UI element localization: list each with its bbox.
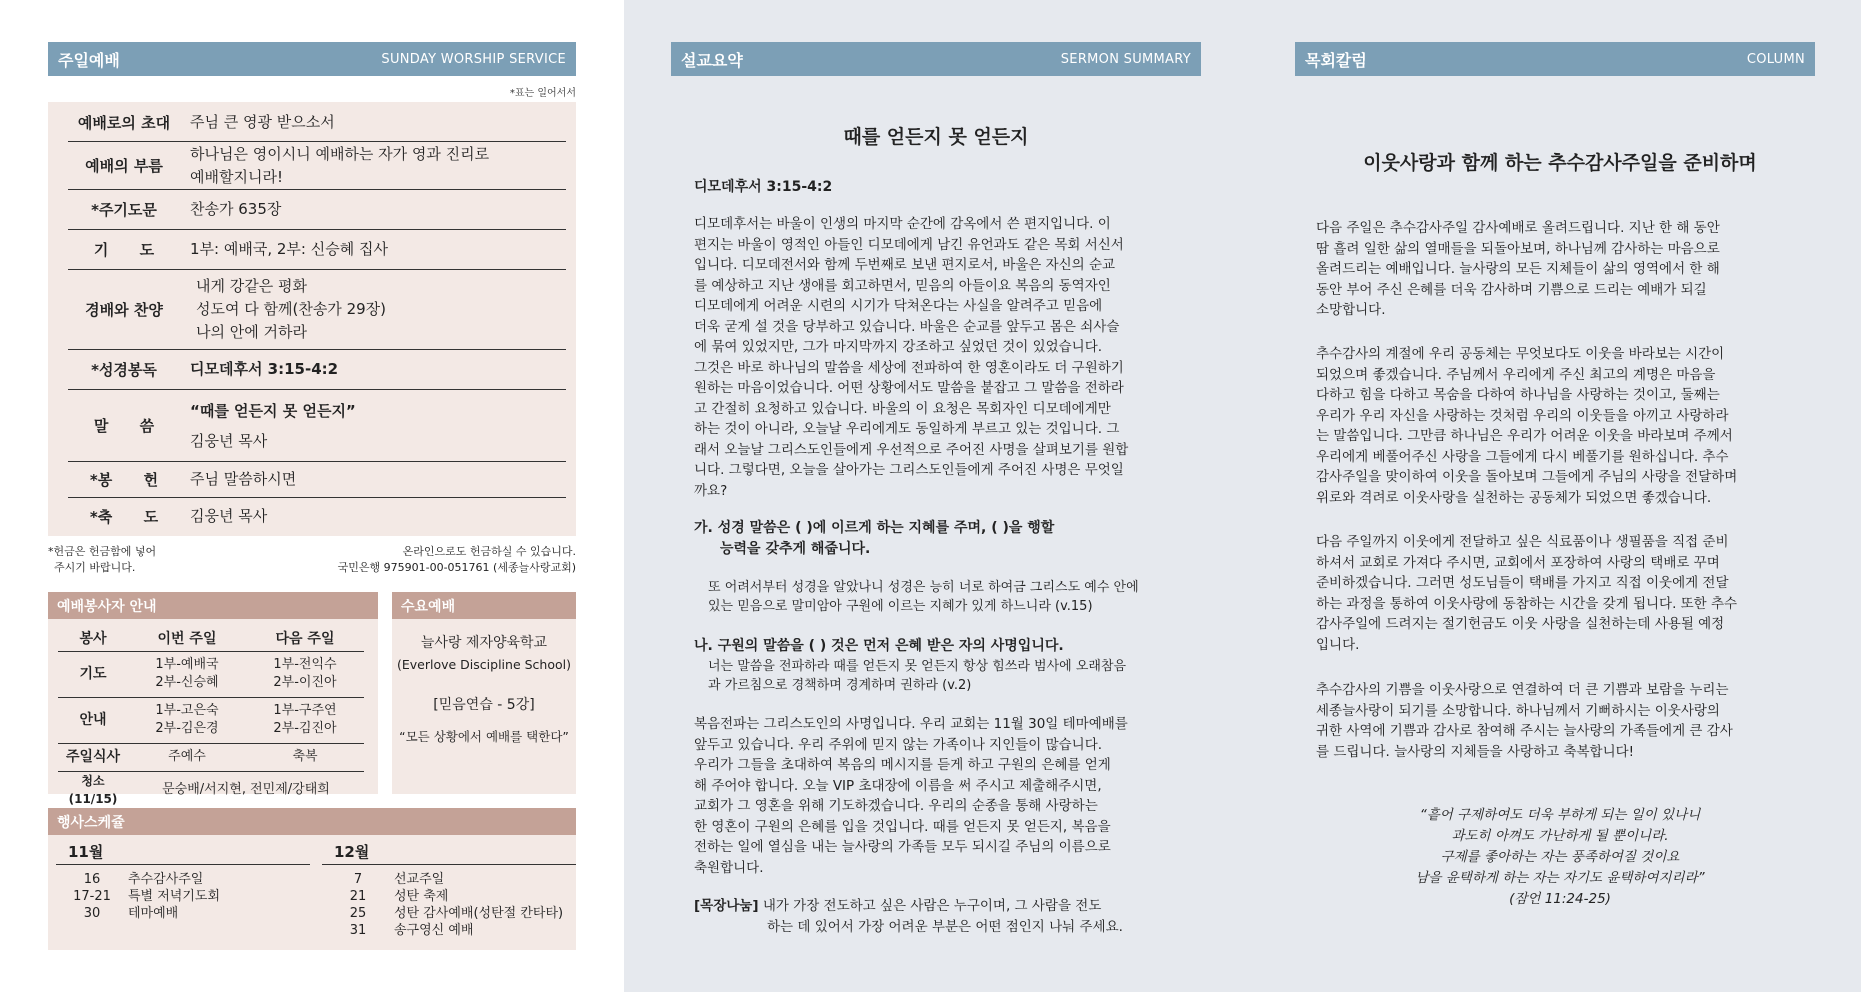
- order-label: *성경봉독: [91, 361, 157, 379]
- list-item: 30 테마예배: [83, 906, 179, 921]
- order-label: *축 도: [89, 507, 159, 526]
- order-label: 말 씀: [93, 417, 155, 435]
- order-row: [68, 230, 566, 270]
- table-row: 안내 1부-고은숙 2부-김은경 1부-구주연 2부-김진아: [58, 697, 364, 743]
- sermon-reference: 디모데후서 3:15-4:2: [694, 179, 833, 195]
- order-value: 내게 강같은 평화 성도여 다 함께(찬송가 29장) 나의 안에 거하라: [196, 277, 386, 341]
- wednesday-box: [392, 592, 576, 794]
- order-value: 1부: 예배국, 2부: 신승혜 집사: [190, 240, 388, 258]
- table-row: 주일식사 주예수 축복: [58, 743, 364, 771]
- order-value: 김웅년 목사: [190, 506, 268, 525]
- offering-note: *헌금은 헌금함에 넣어 주시기 바랍니다.: [48, 545, 157, 574]
- list-item: 31 송구영신 예배: [349, 923, 474, 938]
- table-row: 기도 1부-예배국 2부-신승혜 1부-전익수 2부-이진아: [58, 651, 364, 697]
- standing-note: *표는 일어서서: [509, 88, 576, 99]
- list-item: 21 성탄 축제: [349, 889, 449, 904]
- schedule-november: [56, 840, 310, 922]
- column-header-subtitle: COLUMN: [1746, 51, 1805, 67]
- order-row: [68, 142, 566, 190]
- sermon-verse-1: 또 어려서부터 성경을 알았나니 성경은 능히 너로 하여금 그리스도 예수 안에 있는 믿음으로 말미암아 구원에 이르는 지혜가 있게 하느니라 (v.15): [708, 580, 1139, 614]
- order-row: [68, 270, 566, 350]
- order-row: [68, 462, 566, 498]
- list-item: 17-21 특별 저녁기도회: [73, 889, 221, 904]
- wednesday-content: 늘사랑 제자양육학교 (Everlove Discipline School) [믿음연습 - 5강] “모든 상황에서 예배를 택한다”: [397, 635, 571, 744]
- list-item: 16 추수감사주일: [83, 872, 204, 887]
- worship-order: [48, 102, 576, 536]
- column-title: 이웃사랑과 함께 하는 추수감사주일을 준비하며: [1363, 152, 1757, 174]
- order-value: 디모데후서 3:15-4:2: [190, 360, 339, 378]
- worship-header-title: 주일예배: [58, 50, 120, 70]
- online-offering-info: 온라인으로도 헌금하실 수 있습니다. 국민은행 975901-00-051761 (세종늘사랑교회): [337, 545, 576, 574]
- schedule-box: [48, 808, 576, 950]
- order-label: *주기도문: [91, 201, 157, 219]
- wednesday-header: 수요예배: [392, 592, 576, 619]
- order-label: *봉 헌: [89, 471, 159, 489]
- order-row: [68, 498, 566, 534]
- order-value: 하나님은 영이시니 예배하는 자가 영과 진리로 예배할지니라!: [190, 144, 490, 186]
- scripture-quote: “흩어 구제하여도 더욱 부하게 되는 일이 있나니 과도히 아껴도 가난하게 될 뿐이니라. 구제를 좋아하는 자는 풍족하여질 것이요 남을 윤택하게 하는 자는 자기도 윤택하여지리라” (잠언 11:24-25): [1415, 807, 1705, 907]
- cell-sharing: [목장나눔] 내가 가장 전도하고 싶은 사람은 누구이며, 그 사람을 전도 하는 데 있어서 가장 어려운 부분은 어떤 점인지 나눠 주세요.: [694, 898, 1123, 935]
- servants-header: 예배봉사자 안내: [48, 592, 378, 619]
- column-paragraph: 추수감사의 기쁨을 이웃사랑으로 연결하여 더 큰 기쁨과 보람을 누리는 세종늘사랑이 되기를 소망합니다. 하나님께서 기뻐하시는 이웃사랑의 귀한 사역에 기쁨과 감사로 참여해 주시는 늘사랑의 가족들에게 큰 감사 를 드립니다. 늘사랑의 지체들을 사랑하고 축복합니다!: [1316, 682, 1733, 760]
- order-row: [68, 390, 566, 462]
- order-value: “때를 얻든지 못 얻든지” 김웅년 목사: [190, 401, 356, 450]
- column-paragraph: 다음 주일까지 이웃에게 전달하고 싶은 식료품이나 생필품을 직접 준비 하셔서 교회로 가져다 주시면, 교회에서 포장하여 사랑의 택배로 꾸며 준비하겠습니다. 그러면 성도님들이 택배를 가지고 직접 이웃에게 전달 하는 과정을 통하여 이웃사랑에 동참하는 시간을 갖게 됩니다. 또한 추수 감사주일에 드려지는 절기헌금도 이웃 사랑을 실천하는데 사용될 예정 입니다.: [1316, 534, 1738, 653]
- sermon-intro: 디모데후서는 바울이 인생의 마지막 순간에 감옥에서 쓴 편지입니다. 이 편지는 바울이 영적인 아들인 디모데에게 남긴 유언과도 같은 목회 서신서 입니다. 디모데전서와 함께 두번째로 보낸 편지로서, 바울은 자신의 순교 를 예상하고 지난 생애를 회고하면서, 믿음의 아들이요 복음의 동역자인 디모데에게 어려운 시련의 시기가 닥쳐온다는 사실을 알려주고 믿음에 더욱 굳게 설 것을 당부하고 있습니다. 바울은 순교를 앞두고 몸은 쇠사슬 에 묶여 있었지만, 그가 마지막까지 강조하고 싶었던 것이 있었습니다. 그것은 바로 하나님의 말씀을 세상에 전파하여 한 영혼이라도 더 구원하기 원하는 마음이었습니다. 어떤 상황에서도 말씀을 붙잡고 그 말씀을 전하라 고 간절히 요청하고 있습니다. 바울의 이 요청은 목회자인 디모데에게만 하는 것이 아니라, 오늘날 우리에게도 동일하게 부르고 있는 것입니다. 그 래서 오늘날 그리스도인들에게 우선적으로 주어진 사명을 살펴보기를 원합 니다. 그렇다면, 오늘을 살아가는 그리스도인들에게 주어진 사명은 무엇일 까요?: [694, 216, 1129, 499]
- sermon-verse-2: 너는 말씀을 전파하라 때를 얻든지 못 얻든지 항상 힘쓰라 범사에 오래참음 과 가르침으로 경책하며 경계하며 권하라 (v.2): [708, 659, 1127, 693]
- cell-sharing-label: [목장나눔]: [694, 898, 759, 914]
- order-label: 예배로의 초대: [77, 114, 171, 132]
- sermon-header-title: 설교요약: [681, 50, 743, 70]
- sermon-body: 복음전파는 그리스도인의 사명입니다. 우리 교회는 11월 30일 테마예배를 앞두고 있습니다. 우리 주위에 믿지 않는 가족이나 지인들이 많습니다. 우리가 그들을 초대하여 복음의 메시지를 듣게 하고 구원의 은혜를 얻게 해 주어야 합니다. 오늘 VIP 초대장에 이름을 써 주시고 제출해주시면, 교회가 그 영혼을 위해 기도하겠습니다. 우리의 순종을 통해 사랑하는 한 영혼이 구원의 은혜를 입을 것입니다. 때를 얻든지 못 얻든지, 복음을 전하는 일에 열심을 내는 늘사랑의 가족들 모두 되시길 주님의 이름으로 축원합니다.: [694, 716, 1128, 876]
- order-label: 경배와 찬양: [85, 301, 163, 319]
- sermon-point-2: 나. 구원의 말씀을 ( ) 것은 먼저 은혜 받은 자의 사명입니다.: [694, 638, 1064, 654]
- table-row: 청소(11/15) 문숭배/서지현, 전민제/강태희: [68, 773, 330, 806]
- col-this-week: 이번 주일: [128, 625, 246, 651]
- worship-header: [48, 42, 576, 76]
- column-paragraph: 추수감사의 계절에 우리 공동체는 무엇보다도 이웃을 바라보는 시간이 되었으며 좋겠습니다. 주님께서 우리에게 주신 최고의 계명은 마음을 다하고 힘을 다하고 목숨을 다하여 하나님을 사랑하는 것이고, 둘째는 우리가 우리 자신을 사랑하는 것처럼 우리의 이웃들을 아끼고 사랑하라 는 말씀입니다. 그만큼 하나님은 우리가 어려운 이웃을 바라보며 주께서 우리에게 베풀어주신 사랑을 그들에게 다시 베풀기를 원하십니다. 추수 감사주일을 맞이하여 이웃을 돌아보며 그들에게 주님의 사랑을 전달하며 위로와 격려로 이웃사랑을 실천하는 공동체가 되었으면 좋겠습니다.: [1316, 346, 1738, 506]
- month-label: 12월: [334, 843, 370, 861]
- schedule-december: [322, 840, 576, 939]
- column-header-title: 목회칼럼: [1305, 50, 1367, 70]
- sermon-header-subtitle: SERMON SUMMARY: [1060, 51, 1191, 67]
- schedule-header: 행사스케쥴: [48, 808, 576, 835]
- order-value: 주님 말씀하시면: [190, 470, 297, 488]
- col-role: 봉사: [58, 625, 128, 651]
- sermon-title: 때를 얻든지 못 얻든지: [843, 126, 1029, 148]
- worship-header-subtitle: SUNDAY WORSHIP SERVICE: [381, 51, 566, 67]
- order-label: 예배의 부름: [85, 157, 163, 175]
- order-row: [68, 350, 566, 390]
- column-paragraph: 다음 주일은 추수감사주일 감사예배로 올려드립니다. 지난 한 해 동안 땀 흘려 일한 삶의 열매들을 되돌아보며, 하나님께 감사하는 마음으로 올려드리는 예배입니다. 늘사랑의 모든 지체들이 삶의 영역에서 한 해 동안 부어 주신 은혜를 더욱 감사하며 기쁨으로 드리는 예배가 되길 소망합니다.: [1316, 220, 1720, 318]
- order-value: 주님 큰 영광 받으소서: [190, 113, 335, 131]
- sermon-point-1: 가. 성경 말씀은 ( )에 이르게 하는 지혜를 주며, ( )을 행할 능력을 갖추게 해줍니다.: [694, 520, 1055, 557]
- servants-table: [58, 625, 364, 808]
- order-row: [68, 190, 566, 230]
- month-label: 11월: [68, 843, 104, 861]
- sermon-header: [671, 42, 1201, 76]
- servants-box: [48, 592, 378, 806]
- column-header: [1295, 42, 1815, 76]
- list-item: 7 선교주일: [353, 872, 445, 887]
- order-value: 찬송가 635장: [190, 200, 282, 218]
- col-next-week: 다음 주일: [246, 625, 364, 651]
- order-row: [68, 104, 566, 142]
- order-label: 기 도: [93, 241, 155, 259]
- list-item: 25 성탄 감사예배(성탄절 칸타타): [349, 906, 564, 921]
